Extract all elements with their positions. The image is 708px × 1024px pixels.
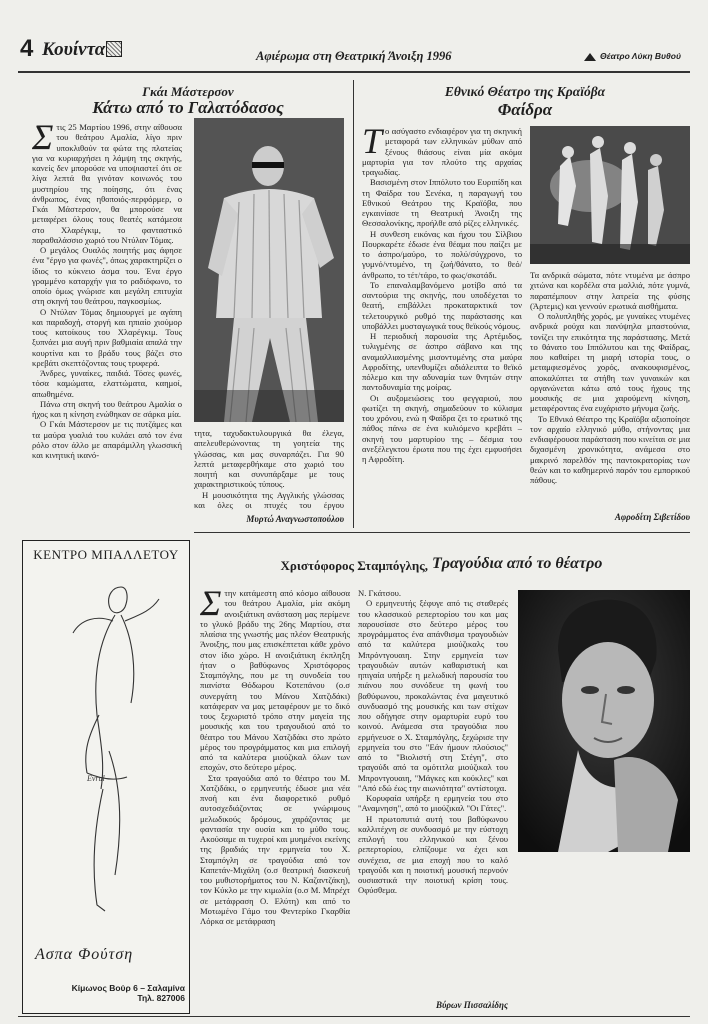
column-divider [353, 80, 354, 528]
paragraph: τις 25 Μαρτίου 1996, στην αίθουσα του θεάτρου Αμαλία, λίγο πριν υποκλιθούν τα φώτα της πλατείας για να κυριαρχήσει η λάμψη της σκηνής, κανείς δεν μπορούσε να υποψιαστεί ότι σε λίγα λεπτά θα γινόταν κοινωνός του μυστηρίου της ποίησης, ότι ένας άνθρωπος, ένας ηθοποιός-περφόρμερ, ο Γκάι Μάστερσον, θα μπορούσε να μεταφέρει όλους τους θεατές κατάμεσα στο Χλαρέγκιμ, το φανταστικό παραθαλάσσιο χωριό του Ντύλαν Τόμας. [32, 122, 182, 245]
article1-dropcap: Σ [32, 122, 54, 157]
paragraph: Ο μεγάλος Ουαλός ποιητής μας άφησε ένα "έργο για φωνές", όπως χαρακτηρίζει ο ίδιος το κύκνειο άσμα του. Ένα έργο γραμμένο καταρχήν για το ραδιόφωνο, το οποίο όμως γνώρισε και μεγάλη επιτυχία στη σκηνή του θεάτρου, παγκοσμίως. [32, 245, 182, 307]
ad-title: ΚΕΝΤΡΟ ΜΠΑΛΛΕΤΟΥ [33, 547, 179, 562]
theatre-logo-icon [584, 53, 596, 61]
article1-column-1 [32, 122, 182, 530]
ballet-center-ad [22, 540, 190, 1014]
paragraph: Ο ερμηνευτής ξέφυγε από τις σταθερές του κλασσικού ρεπερτορίου του και μας παρουσίασε στο δεύτερο μέρος του προγράμματος ένα απάνθισμα τραγουδιών από τα καλύτερα μιούζικαλς του Μπρόντγουαιη. Στην ερμηνεία των τραγουδιών αυτών καθαριστική και ηπιγαία υπήρξε η μελωδική παρουσία του πιάνου που συνόδευε τη φωνή του βαθύφωνου, προκαλώντας ένα μαγευτικό συνδυασμό της μουσικής και των στίχων που οδήγησε στην ομαρτυρία ευρύ του κοινού. Ανάμεσα στα τραγούδια που ερμήνευσε ο Χ. Σταμπόγλης, ξεχώρισε την ερμηνεία του στο "Εάν ήμουν πλούσιος" από το "Βιολιστή στη Στέγη", στο τραγούδι από τα ομότιτλα μιούζικαλ του Μπροντγουαιη, "Μάγκες και κούκλες" και "Από εδώ έως την αιωνιότητα" αντίστοιχα. [358, 598, 508, 793]
article1-kicker: Γκάι Μάστερσον [142, 84, 234, 99]
ad-signature: Ασπα Φούτση [35, 946, 134, 963]
ad-street: Κίμωνος Βούρ 6 – Σαλαμίνα [71, 983, 185, 993]
paragraph: Στα τραγούδια από το θέατρο του Μ. Χατζιδάκι, ο ερμηνευτής έδωσε μια νέα πνοή και ένα διαφορετικό ρυθμό αυτοσχεδιάζοντας σε γνώριμους μελωδικούς δρόμους, χαράζοντας με φαντασία την ουσία και το μύθο τους. Ακούσαμε αι τυχεροί και μυημένοι εκείνης της βραδιάς την ερμηνεία του Χ. Σταμπόγλη σε τραγούδια από τον Καπετάν-Μιχάλη (ο.σ θεατρική διασκευή του μυθιστορήματος του Ν. Καζαντζάκη), τον Κύκλο με την κιμωλία (ο.σ Μ. Μπρέχτ σε μετάφραση Ο. Ελύτη) και από το Μοτωμένο Γάμο του Φεντερίκο Γκαρθία Λόρκα σε μετάφραση [200, 772, 350, 926]
section-rule [194, 532, 690, 533]
masthead: Κουίντα [42, 39, 106, 60]
paragraph: τητα, ταχυδακτυλουργικά θα έλεγα, απελευθερώνοντας τη γοητεία της γλώσσας, και μας συναρπάζει. Για 90 λεπτά μεταφερθήκαμε στο χωριό του ποιητή και συνυπάρξαμε με τους χαρακτηριστικούς τύπους. [194, 428, 344, 490]
page-number: 4 [20, 35, 34, 62]
article2-byline: Αφροδίτη Σιβετίδου [614, 512, 690, 522]
paragraph: Βασισμένη στον Ιππόλυτο του Ευριπίδη και τη Φαίδρα του Σενέκα, η παραγωγή του Εθνικού Θεάτρου της Κραϊόβα, που εγκαινίασε τη Θεατρική Άνοιξη της Θεσσαλονίκης, προήλθε από ρίζες ελληνικές. [362, 177, 522, 229]
ad-address [23, 983, 185, 1003]
article3-column-2 [358, 588, 508, 996]
ad-phone: Τηλ. 827006 [137, 993, 185, 1003]
article3-dropcap: Σ [200, 588, 222, 623]
paragraph: Κορυφαία υπήρξε η ερμηνεία του στο "Αναμνηση", από το μιούζικαλ "Οι Γάτες". [358, 793, 508, 814]
paragraph: Η πρωτοπυτιά αυτή του βαθύφωνου καλλιτέχνη σε συνδυασμό με την εύστοχη επιλογή του ελληνικού και ξένου ρεπερτορίου, ελπίζουμε να έχει και συνέχεια, σε μια εποχή που το καλό τραγούδι και η ποιοτική μουσική περνούν ουσιαστικά την ποιοτική κρίση τους. Οφύσθεμα. [358, 813, 508, 896]
article1-byline: Μυρτώ Αναγνωστοπούλου [246, 514, 344, 524]
masterson-photo [194, 118, 344, 422]
paragraph: Η μουσικότητα της Αγγλικής γλώσσας και όλες οι πτυχές του έργου [194, 489, 344, 510]
page-header [18, 34, 690, 70]
paragraph: Το επαναλαμβανόμενο μοτίβο από τα σαντούρια της σκηνής, που υποδέχεται το θεατή, επιβάλλει προκαταρκτικά τον τελετουργικό ρυθμό της παράστασης και υποβάλλει μυσταγωγικά τους θεϊκούς νόμους. [362, 279, 522, 331]
paragraph: Ν. Γκάτσου. [358, 588, 402, 598]
article3-headline: Τραγούδια από το θέατρο [432, 555, 603, 572]
article2-dropcap: Τ [362, 126, 383, 161]
article3-column-1 [200, 588, 350, 1008]
article3-kicker: Χριστόφορος Σταμπόγλης, [280, 558, 428, 573]
paragraph: Πάνω στη σκηνή του θεάτρου Αμαλία ο ήχος και η κίνηση ενώθηκαν σε σάρκα μία. [32, 398, 182, 419]
article1-column-2 [194, 428, 344, 510]
paragraph: Ο Γκάι Μάστερσον με τις πυτζάμες και τα μαύρα γυαλιά του κυλάει από τον ένα ρόλο στον άλλο με απαράμιλλη γλωσσική και κινητική ικανό- [32, 419, 182, 460]
article1-headline: Κάτω από το Γαλατόδασος [92, 98, 284, 117]
phaedra-photo [530, 126, 690, 264]
article2-headline: Φαίδρα [497, 100, 553, 119]
paragraph: Τα ανδρικά σώματα, πότε ντυμένα με άσπρο χιτώνα και κορδέλα στα μαλλιά, πότε γυμνά, παραπέμπουν στην λατρεία της φύσης (Άρτεμις) και γεννούν ερωτικά αισθήματα. [530, 270, 690, 311]
paragraph: Οι αυξομειώσεις του φεγγαριού, που φωτίζει τη σκηνή, σημαδεύουν το κύλισμα του χρόνου, ενώ η Φαίδρα ζει το ερωτικό της πάθος πάνω σε ένα κυλιόμενο κρεβάτι – σκηνή του μαρτυρίου της – δέσμια του ανεξέλεγκτου έρωτα που της έχει εμφυσήσει η Αφροδίτη. [362, 392, 522, 464]
dancer-drawing-icon [43, 575, 169, 935]
article3-byline: Βύρων Πισσαλίδης [435, 1000, 508, 1010]
paragraph: ο ασύγαστο ενδιαφέρον για τη σκηνική μεταφορά των ελληνικών μύθων από ξένους θιάσους είναι μία ακόμα μαρτυρία για τον πλούτο της αρχαίας τραγωδίας. [362, 126, 522, 177]
paragraph: Ο πολυπληθής χορός, με γυναίκες ντυμένες ανδρικά ρούχα και πανύψηλα μπαστούνια, τονίζει την επικότητα της παράστασης. Μετά το θάνατο του Ιππόλυτου και της Φαίδρας, που καθαίρει τη μιαρή ιστορία τους, ο μεταμφιεσμένος χορός, ανακουφισμένος, αποκαλύπτει τα στήθη των γυναικών και οργανώνεται κάτω από τους ήχους της μουσικής σε μια χαρούμενη κίνηση, μεταφέροντας ένα ευχάριστο μήνυμα ζωής. [530, 311, 690, 414]
paragraph: την κατάμεστη από κόσμο αίθουσα του θεάτρου Αμαλία, μία ακόμη ανοιξιάτικη ανάσταση μας περίμενε το γλυκό βράδυ της 26ης Μαρτίου, στα πλαίσια της γνωστής μας πλέον Θεατρικής Άνοιξης, που μας επισκέπτεται κάθε χρόνο στον ίδιο χώρο. Η ανοιξιάτικη έκπληξη ήταν ο βαθύφωνος Χριστόφορος Σταμπόγλης, που με τη συνοδεία του πιανίστα Θόδωρου Κοτεπάνου (ο.σ συνεργάτη του Μάνου Χατζιδάκι) κατάφεραν να μας μεταφέρουν με το δικό τους ξεχωριστό τρόπο στην μαγεία της μουσικής και του τραγουδιού από το θέατρο του Μάνου Χατζιδάκι στο πρώτο μέρος του προγράμματος και μια επιλογή από τα καλύτερα μιούζικαλ όλων των εποχών, στο δεύτερο μέρος. [200, 588, 350, 773]
stampoglis-photo [518, 590, 690, 852]
paragraph: Άνδρες, γυναίκες, παιδιά. Τόσες φωνές, τόσα καμώματα, ελαττώματα, καημοί, απωθημένα. [32, 368, 182, 399]
svg-text:Evrul: Evrul [87, 774, 105, 783]
article2-kicker: Εθνικό Θέατρο της Κραϊόβα [444, 84, 606, 99]
masthead-box-icon [106, 41, 122, 57]
bottom-rule [18, 1016, 690, 1017]
issue-title: Αφιέρωμα στη Θεατρική Άνοιξη 1996 [256, 49, 452, 63]
paragraph: Ο Ντύλαν Τόμας δημιουργεί με αγάπη και παραδοχή, στοργή και ηπιαίο χιούμορ τους κατοίκους του Χλαρέγκιμ. Τους ξυπνάει μια αυγή πριν βαθμιαία απαλά την κουρτίνα και το βράδυ τους βάζει στο κρεβάτι σκεπτόζοντας τους τρυφερά. [32, 306, 182, 368]
paragraph: Η περιοδική παρουσία της Αρτέμιδος, τυλιγμένης σε άσπρο σάβανο και της αναμαλλιασμένης μισοντυμένης στα μαύρα Αφροδίτης, υπενθυμίζει αδιάλειπτα το θεϊκό πόλεμο και την αδυναμία των θνητών στην παντοδυναμία της μοίρας. [362, 331, 522, 393]
theatre-name: Θέατρο Λύκη Βυθού [600, 51, 681, 61]
article2-column-1 [362, 126, 522, 520]
paragraph: Το Εθνικό Θέατρο της Κραϊόβα αξιοποίησε τον αρχαίο ελληνικό μύθο, στήνοντας μια ενδιαφέρουσα παράσταση που κινείται σε μια διχασμένη χρονικότητα, ανάμεσα στο μακρινό παρελθόν της παντοκρατορίας των θεών και το καθημερινό παρόν του εμπορικού πάθους. [530, 413, 690, 485]
article2-column-2 [530, 270, 690, 508]
header-rule [18, 71, 690, 73]
paragraph: Η συνθεση εικόνας και ήχου του Σίλβιου Πουρκαρέτε έδωσε ένα θέαμα που παίζει με το άσπρο/μαύρο, το πολύ/σύγχρονο, το γυμνό/ντυμένο, τη ζωή/θάνατο, το θεό/άνθρωπο, το τέτ/τάρο, το φως/σκοτάδι. [362, 228, 522, 280]
